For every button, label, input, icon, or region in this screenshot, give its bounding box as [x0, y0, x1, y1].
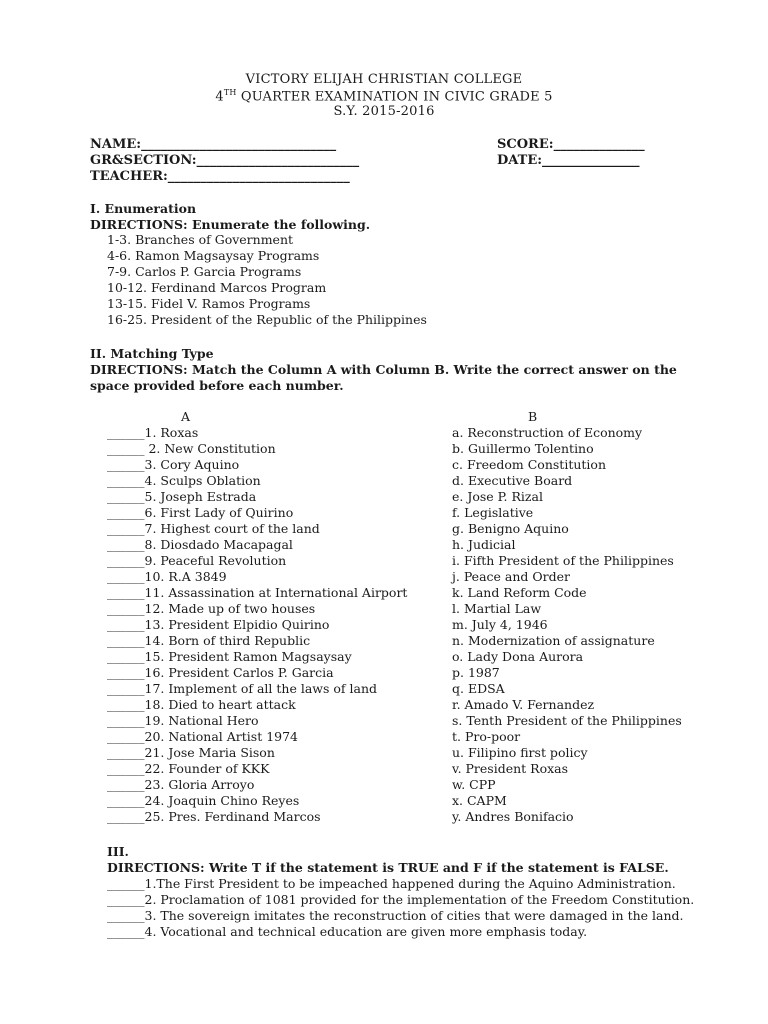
matching-item-b: g. Benigno Aquino: [452, 521, 569, 536]
matching-item-b: n. Modernization of assignature: [452, 633, 655, 648]
column-b-header: B: [528, 409, 538, 424]
true-false-item[interactable]: ______3. The sovereign imitates the reconstruction of cities that were damaged in the land.: [107, 908, 684, 923]
true-false-item[interactable]: ______4. Vocational and technical education are given more emphasis today.: [107, 924, 588, 939]
matching-item-a[interactable]: ______3. Cory Aquino: [107, 457, 240, 472]
matching-item-b: f. Legislative: [452, 505, 534, 520]
matching-item-b: q. EDSA: [452, 681, 505, 696]
grade-section-field[interactable]: GR&SECTION:_________________________: [90, 153, 360, 168]
matching-item-a[interactable]: ______5. Joseph Estrada: [107, 489, 257, 504]
score-field[interactable]: SCORE:______________: [497, 137, 645, 152]
matching-item-b: s. Tenth President of the Philippines: [452, 713, 682, 728]
matching-item-b: e. Jose P. Rizal: [452, 489, 543, 504]
part2-title: II. Matching Type: [90, 346, 214, 361]
matching-item-b: i. Fifth President of the Philippines: [452, 553, 674, 568]
matching-item-a[interactable]: ______13. President Elpidio Quirino: [107, 617, 330, 632]
true-false-item[interactable]: ______1.The First President to be impeached happened during the Aquino Administration.: [107, 876, 676, 891]
true-false-list: [107, 876, 694, 940]
name-field[interactable]: NAME:______________________________: [90, 137, 337, 152]
matching-item-b: m. July 4, 1946: [452, 617, 548, 632]
column-a-header: A: [181, 409, 191, 424]
part3-directions: DIRECTIONS: Write T if the statement is TRUE and F if the statement is FALSE.: [107, 860, 669, 875]
list-item: 1-3. Branches of Government: [107, 232, 294, 247]
teacher-field[interactable]: TEACHER:____________________________: [90, 169, 350, 184]
exam-title-rest: QUARTER EXAMINATION IN CIVIC GRADE 5: [236, 89, 553, 105]
list-item: 10-12. Ferdinand Marcos Program: [107, 280, 327, 295]
exam-quarter-suffix: TH: [223, 88, 237, 97]
matching-item-b: k. Land Reform Code: [452, 585, 587, 600]
matching-item-a[interactable]: ______25. Pres. Ferdinand Marcos: [107, 809, 321, 824]
list-item: 4-6. Ramon Magsaysay Programs: [107, 248, 320, 263]
matching-item-a[interactable]: ______21. Jose Maria Sison: [107, 745, 275, 760]
matching-item-b: y. Andres Bonifacio: [452, 809, 574, 824]
matching-item-a[interactable]: ______23. Gloria Arroyo: [107, 777, 255, 792]
matching-item-a[interactable]: ______24. Joaquin Chino Reyes: [107, 793, 300, 808]
matching-item-b: v. President Roxas: [452, 761, 569, 776]
enumeration-list: [107, 232, 427, 328]
matching-item-b: r. Amado V. Fernandez: [452, 697, 595, 712]
matching-item-a[interactable]: ______16. President Carlos P. Garcia: [107, 665, 334, 680]
matching-item-a[interactable]: ______7. Highest court of the land: [107, 521, 320, 536]
school-year: S.Y. 2015-2016: [333, 104, 435, 119]
matching-item-b: l. Martial Law: [452, 601, 542, 616]
list-item: 13-15. Fidel V. Ramos Programs: [107, 296, 311, 311]
matching-item-a[interactable]: ______14. Born of third Republic: [107, 633, 311, 648]
matching-item-a[interactable]: ______6. First Lady of Quirino: [107, 505, 294, 520]
column-a-list: [107, 425, 407, 825]
matching-item-b: p. 1987: [452, 665, 500, 680]
matching-item-a[interactable]: ______ 2. New Constitution: [107, 441, 276, 456]
matching-item-a[interactable]: ______12. Made up of two houses: [107, 601, 316, 616]
exam-quarter-number: 4: [215, 89, 224, 105]
true-false-item[interactable]: ______2. Proclamation of 1081 provided for the implementation of the Freedom Constitution.: [107, 892, 695, 907]
part1-directions: DIRECTIONS: Enumerate the following.: [90, 217, 371, 232]
part2-directions-line1: DIRECTIONS: Match the Column A with Column B. Write the correct answer on the: [90, 362, 677, 377]
matching-item-a[interactable]: ______20. National Artist 1974: [107, 729, 299, 744]
matching-item-a[interactable]: ______9. Peaceful Revolution: [107, 553, 287, 568]
matching-item-b: b. Guillermo Tolentino: [452, 441, 594, 456]
matching-item-a[interactable]: ______11. Assassination at International Airport: [107, 585, 408, 600]
matching-item-b: j. Peace and Order: [452, 569, 570, 584]
matching-item-a[interactable]: ______19. National Hero: [107, 713, 259, 728]
date-field[interactable]: DATE:_______________: [497, 153, 640, 168]
column-b-list: [452, 425, 682, 825]
matching-item-a[interactable]: ______18. Died to heart attack: [107, 697, 296, 712]
matching-item-b: h. Judicial: [452, 537, 516, 552]
part2-directions-line2: space provided before each number.: [90, 378, 344, 393]
matching-item-b: w. CPP: [452, 777, 496, 792]
matching-item-a[interactable]: ______22. Founder of KKK: [107, 761, 270, 776]
matching-item-b: t. Pro-poor: [452, 729, 521, 744]
school-name: VICTORY ELIJAH CHRISTIAN COLLEGE: [245, 72, 523, 87]
matching-item-a[interactable]: ______1. Roxas: [107, 425, 199, 440]
matching-item-b: c. Freedom Constitution: [452, 457, 606, 472]
list-item: 16-25. President of the Republic of the Philippines: [107, 312, 427, 327]
matching-item-b: x. CAPM: [452, 793, 507, 808]
exam-title: [0, 88, 768, 104]
matching-item-b: d. Executive Board: [452, 473, 573, 488]
matching-item-b: u. Filipino first policy: [452, 745, 588, 760]
matching-item-a[interactable]: ______8. Diosdado Macapagal: [107, 537, 293, 552]
matching-item-b: a. Reconstruction of Economy: [452, 425, 643, 440]
list-item: 7-9. Carlos P. Garcia Programs: [107, 264, 302, 279]
matching-item-a[interactable]: ______15. President Ramon Magsaysay: [107, 649, 352, 664]
matching-item-a[interactable]: ______17. Implement of all the laws of land: [107, 681, 377, 696]
part1-title: I. Enumeration: [90, 201, 197, 216]
part3-title: III.: [107, 844, 129, 859]
matching-item-a[interactable]: ______4. Sculps Oblation: [107, 473, 261, 488]
matching-item-a[interactable]: ______10. R.A 3849: [107, 569, 227, 584]
matching-item-b: o. Lady Dona Aurora: [452, 649, 584, 664]
